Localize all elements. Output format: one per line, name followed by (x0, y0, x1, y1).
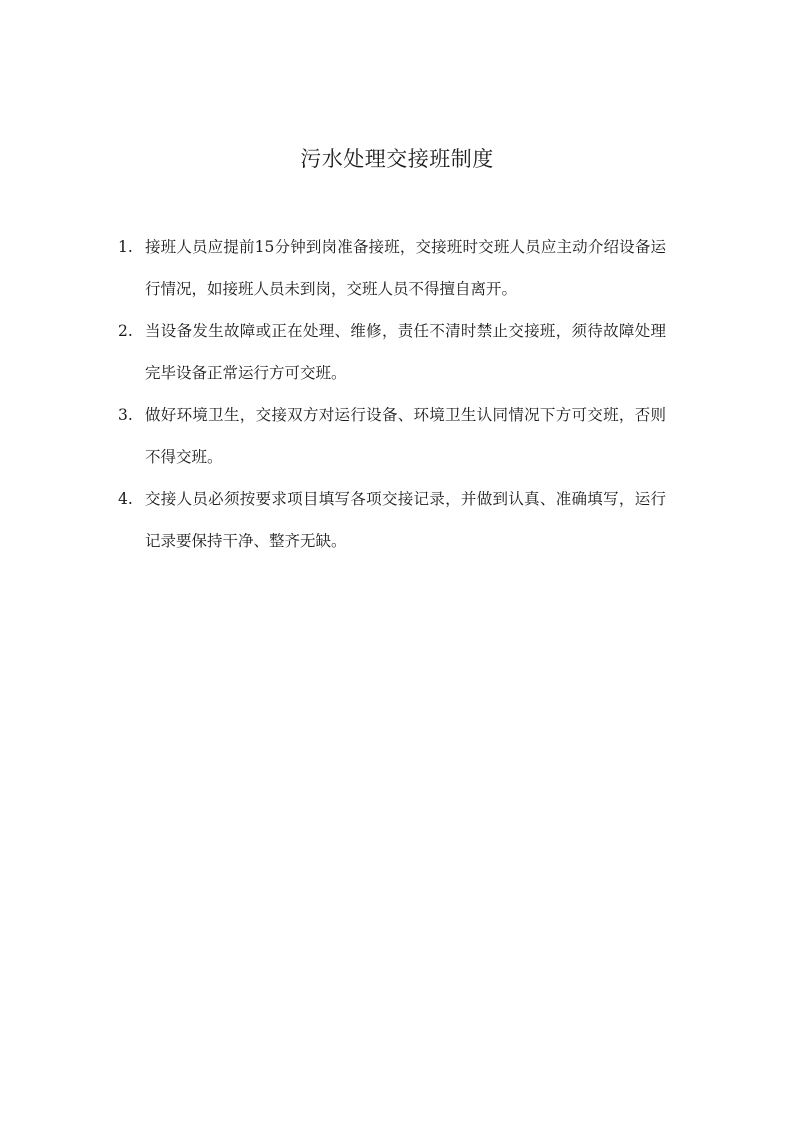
rule-item-4 (118, 478, 666, 562)
rule-number: 1. (118, 238, 133, 256)
rule-item-1 (118, 226, 666, 310)
rule-number: 3. (118, 406, 133, 424)
rule-item-3 (118, 394, 666, 478)
rule-text: 交接人员必须按要求项目填写各项交接记录，并做到认真、准确填写，运行记录要保持干净、整齐无缺。 (145, 490, 666, 550)
rule-text: 接班人员应提前15分钟到岗准备接班，交接班时交班人员应主动介绍设备运行情况，如接班人员未到岗，交班人员不得擅自离开。 (145, 238, 666, 298)
rule-text: 当设备发生故障或正在处理、维修，责任不清时禁止交接班，须待故障处理完毕设备正常运行方可交班。 (145, 322, 666, 382)
rule-number: 4. (118, 490, 133, 508)
rules-list (118, 226, 666, 562)
rule-item-2 (118, 310, 666, 394)
rule-text: 做好环境卫生，交接双方对运行设备、环境卫生认同情况下方可交班，否则不得交班。 (145, 406, 666, 466)
rule-number: 2. (118, 322, 133, 340)
document-title: 污水处理交接班制度 (300, 147, 494, 171)
